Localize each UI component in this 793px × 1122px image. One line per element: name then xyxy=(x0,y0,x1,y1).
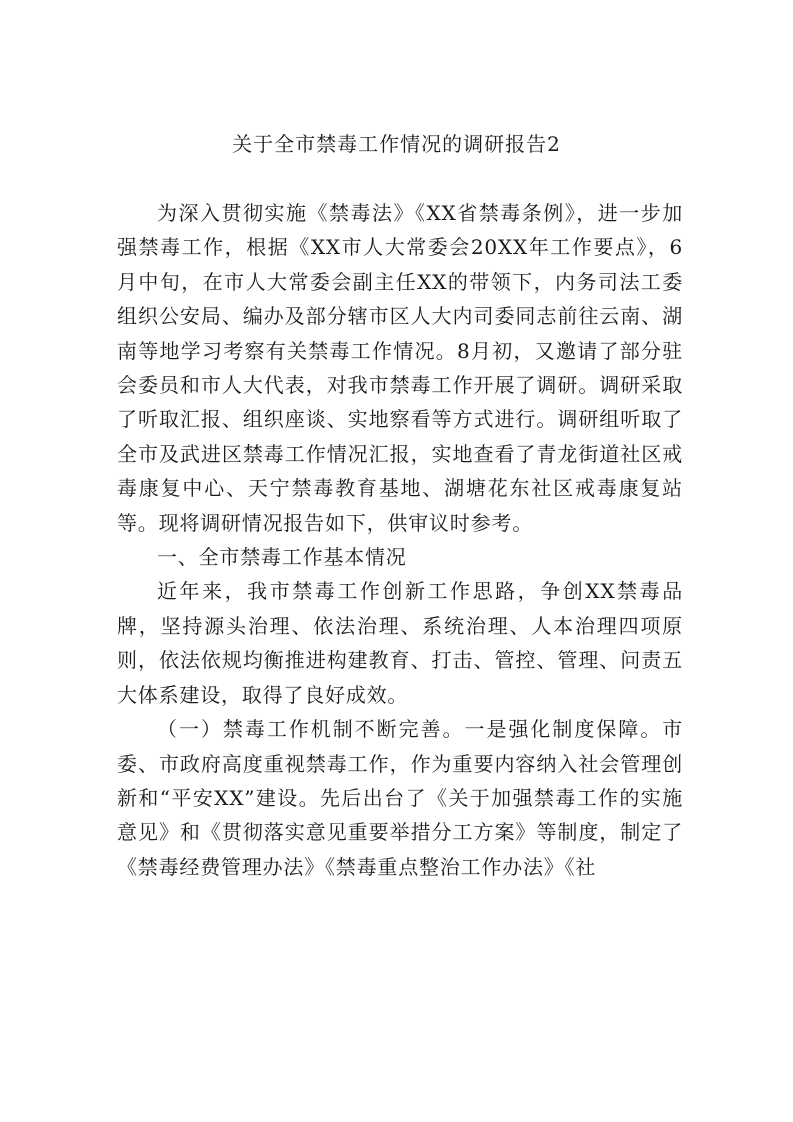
intro-paragraph: 为深入贯彻实施《禁毒法》《XX省禁毒条例》，进一步加强禁毒工作，根据《XX市人大常委会20XX年工作要点》，6月中旬，在市人大常委会副主任XX的带领下，内务司法工委组织公安局、编办及部分辖市区人大内司委同志前往云南、湖南等地学习考察有关禁毒工作情况。8月初，又邀请了部分驻会委员和市人大代表，对我市禁毒工作开展了调研。调研采取了听取汇报、组织座谈、实地察看等方式进行。调研组听取了全市及武进区禁毒工作情况汇报，实地查看了青龙街道社区戒毒康复中心、天宁禁毒教育基地、湖塘花东社区戒毒康复站等。现将调研情况报告如下，供审议时参考。 xyxy=(117,201,683,535)
mechanism-paragraph: （一）禁毒工作机制不断完善。一是强化制度保障。市委、市政府高度重视禁毒工作，作为重要内容纳入社会管理创新和“平安XX”建设。先后出台了《关于加强禁毒工作的实施意见》和《贯彻落实意见重要举措分工方案》等制度，制定了《禁毒经费管理办法》《禁毒重点整治工作办法》《社 xyxy=(117,717,683,879)
document-title: 关于全市禁毒工作情况的调研报告2 xyxy=(232,132,561,156)
document-body xyxy=(117,196,683,884)
section-heading: 一、全市禁毒工作基本情况 xyxy=(157,545,407,570)
overview-paragraph: 近年来，我市禁毒工作创新工作思路，争创XX禁毒品牌，坚持源头治理、依法治理、系统治理、人本治理四项原则，依法依规均衡推进构建教育、打击、管控、管理、问责五大体系建设，取得了良好成效。 xyxy=(117,579,683,707)
